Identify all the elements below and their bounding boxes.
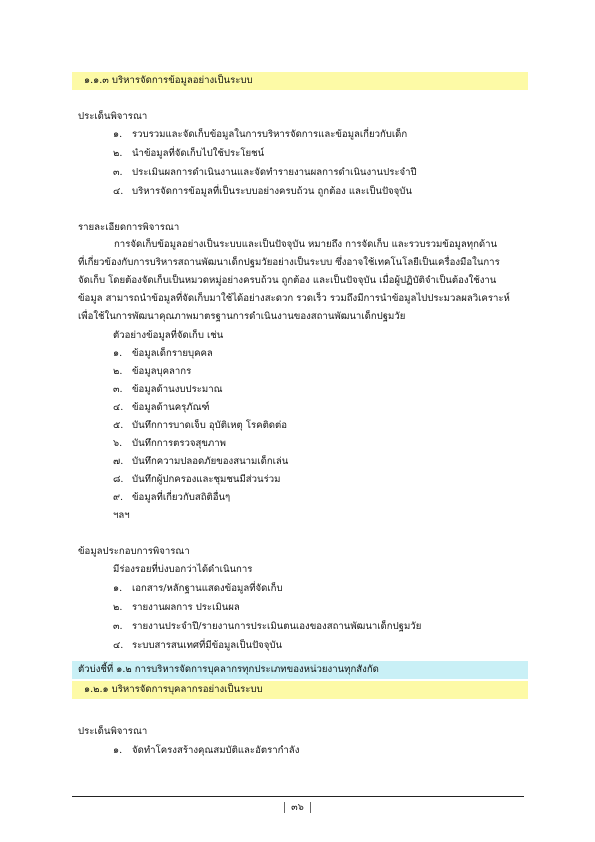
list-item: ๒. นำข้อมูลที่จัดเก็บไปใช้ประโยชน์ (113, 148, 265, 159)
considerations-title: ประเด็นพิจารณา (78, 111, 148, 122)
section-heading-1-1-3 (72, 72, 528, 90)
section-heading-text: ๑.๑.๓ บริหารจัดการข้อมูลอย่างเป็นระบบ (84, 75, 253, 86)
details-title: รายละเอียดการพิจารณา (78, 222, 180, 233)
list-item: ๔. ระบบสารสนเทศที่มีข้อมูลเป็นปัจจุบัน (113, 640, 283, 651)
details-paragraph: การจัดเก็บข้อมูลอย่างเป็นระบบและเป็นปัจจุบัน หมายถึง การจัดเก็บ และรวบรวมข้อมูลทุกด้าน ที่เกี่ยวข้องกับการบริหารสถานพัฒนาเด็กปฐมวัยอย่างเป็นระบบ ซึ่งอาจใช้เทคโนโลยีเป็นเครื่องมือในการ จัดเก็บ โดยต้องจัดเก็บเป็นหมวดหมู่อย่างครบถ้วน ถูกต้อง และเป็นปัจจุบัน เมื่อผู้ปฏิบัติจำเป็นต้องใช้งาน ข้อมูล สามารถนำข้อมูลที่จัดเก็บมาใช้ได้อย่างสะดวก รวดเร็ว รวมถึงมีการนำข้อมูลไปประมวลผลวิเคราะห์ เพื่อใช้ในการพัฒนาคุณภาพมาตรฐานการดำเนินงานของสถานพัฒนาเด็กปฐมวัย (78, 239, 510, 322)
list-item: ๖. บันทึกการตรวจสุขภาพ (113, 438, 226, 449)
list-item: ๓. รายงานประจำปี/รายงานการประเมินตนเองของสถานพัฒนาเด็กปฐมวัย (113, 621, 422, 632)
page-number: ๓๖ (0, 799, 595, 817)
page-number-bar-right (310, 802, 311, 813)
list-item: ๑. จัดทำโครงสร้างคุณสมบัติและอัตรากำลัง (113, 745, 300, 756)
page-number-bar-left (284, 802, 285, 813)
list-item: ๔. ข้อมูลด้านครุภัณฑ์ (113, 402, 210, 413)
list-item: ๙. ข้อมูลที่เกี่ยวกับสถิติอื่นๆ (113, 492, 231, 503)
list-item: ๑. เอกสาร/หลักฐานแสดงข้อมูลที่จัดเก็บ (113, 583, 283, 594)
list-item: ๓. ประเมินผลการดำเนินงานและจัดทำรายงานผลการดำเนินงานประจำปี (113, 167, 417, 178)
examples-title: ตัวอย่างข้อมูลที่จัดเก็บ เช่น (113, 330, 224, 341)
indicator-heading-text: ตัวบ่งชี้ที่ ๑.๒ การบริหารจัดการบุคลากรทุกประเภทของหน่วยงานทุกสังกัด (78, 664, 379, 675)
list-item: ๔. บริหารจัดการข้อมูลที่เป็นระบบอย่างครบถ้วน ถูกต้อง และเป็นปัจจุบัน (113, 186, 412, 197)
list-item: ๒. รายงานผลการ ประเมินผล (113, 602, 240, 613)
list-item: ๑. ข้อมูลเด็กรายบุคคล (113, 348, 213, 359)
evidence-title: ข้อมูลประกอบการพิจารณา (78, 546, 190, 557)
list-item: ๑. รวบรวมและจัดเก็บข้อมูลในการบริหารจัดการและข้อมูลเกี่ยวกับเด็ก (113, 129, 408, 140)
list-item: ๒. ข้อมูลบุคลากร (113, 366, 192, 377)
list-item: ๘. บันทึกผู้ปกครองและชุมชนมีส่วนร่วม (113, 474, 281, 485)
evidence-intro: มีร่องรอยที่บ่งบอกว่าได้ดำเนินการ (113, 564, 253, 575)
list-item: ๗. บันทึกความปลอดภัยของสนามเด็กเล่น (113, 456, 289, 467)
considerations-title: ประเด็นพิจารณา (78, 726, 148, 737)
list-item: ๓. ข้อมูลด้านงบประมาณ (113, 384, 223, 395)
section-heading-text: ๑.๒.๑ บริหารจัดการบุคลากรอย่างเป็นระบบ (84, 684, 263, 695)
section-heading-1-2-1 (72, 681, 528, 699)
list-item: ๕. บันทึกการบาดเจ็บ อุบัติเหตุ โรคติดต่อ (113, 420, 288, 431)
etc-text: ฯลฯ (113, 510, 130, 521)
indicator-heading (72, 661, 528, 679)
footer-rule (72, 796, 524, 797)
